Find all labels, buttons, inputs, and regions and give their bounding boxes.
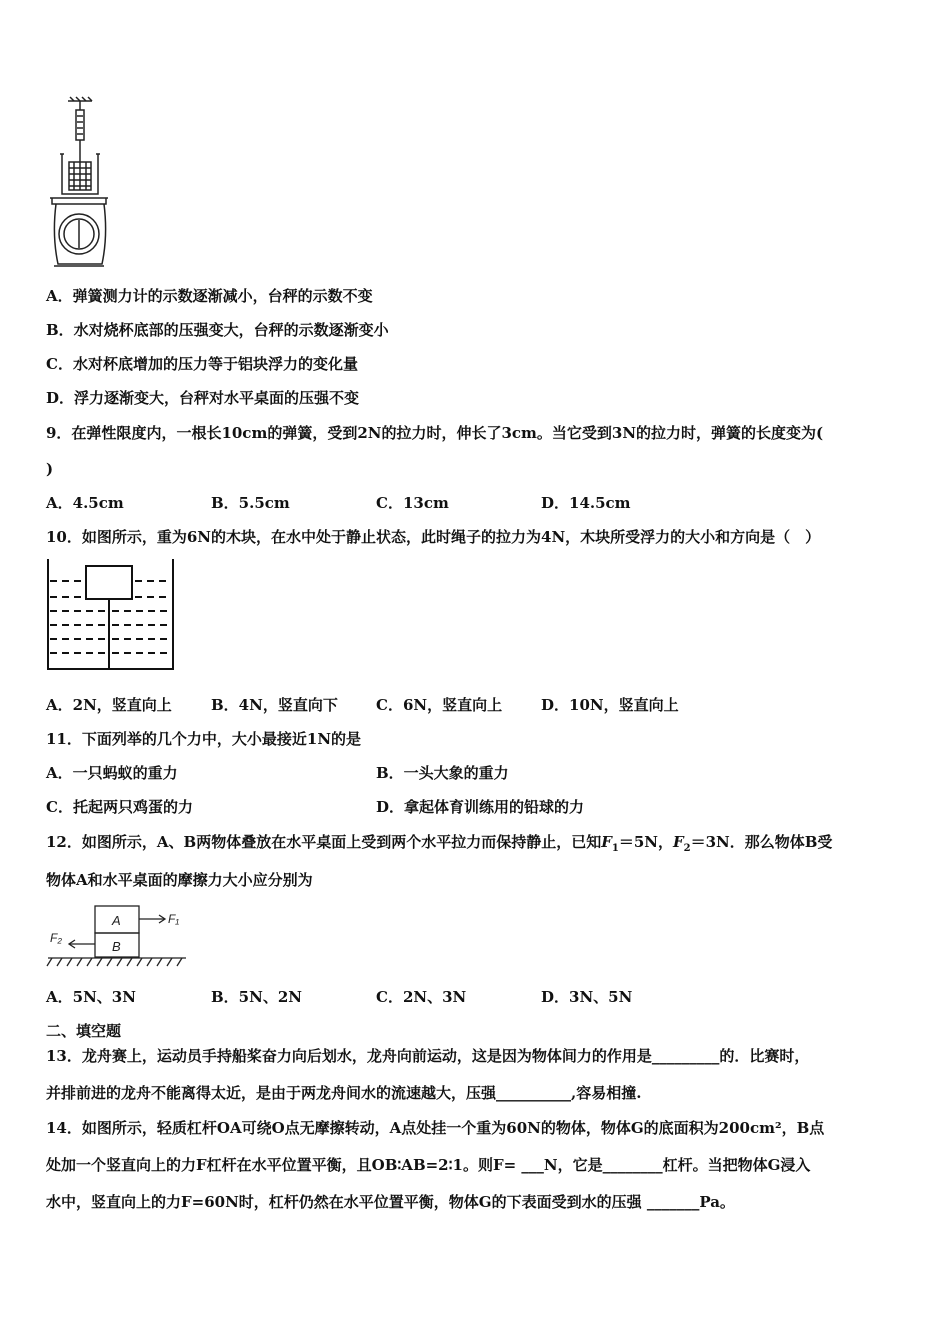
q8-option-a: A．弹簧测力计的示数逐渐减小，台秤的示数不变 [46,287,373,305]
section-heading: 二、填空题 [46,1022,122,1040]
q9-option-a: A．4.5cm [46,494,124,512]
q12-f2-symbol: F [672,833,684,851]
q10-option-d: D．10N，竖直向上 [541,696,679,714]
q12-f1-symbol: F [601,833,612,851]
q11-option-b: B．一头大象的重力 [376,764,509,782]
q12-option-b: B．5N、2N [211,988,302,1006]
q12-option-a: A．5N、3N [46,988,136,1006]
q8-figure [48,96,110,270]
q11-option-a: A．一只蚂蚁的重力 [46,764,178,782]
q13-line1: 13．龙舟赛上，运动员手持船桨奋力向后划水，龙舟向前运动，这是因为物体间力的作用是_________的．比赛时， [46,1047,810,1065]
q12-label-f2: F₂ [50,931,62,945]
q12-stem [46,832,832,859]
q12-label-a: A [112,913,121,928]
q8-option-c: C．水对杯底增加的压力等于铝块浮力的变化量 [46,355,358,373]
q12-stem-cont: 物体A和水平桌面的摩擦力大小应分别为 [46,871,313,889]
q12-option-c: C．2N、3N [376,988,467,1006]
q12-f2-value: ＝3N．那么物体B受 [690,833,833,851]
q10-option-a: A．2N，竖直向上 [46,696,172,714]
q11-option-d: D．拿起体育训练用的铅球的力 [376,798,585,816]
q14-line1: 14．如图所示，轻质杠杆OA可绕O点无摩擦转动，A点处挂一个重为60N的物体，物体G的底面积为200cm²，B点 [46,1119,825,1137]
q12-label-f1: F₁ [168,912,180,926]
q8-option-b: B．水对烧杯底部的压强变大，台秤的示数逐渐变小 [46,321,389,339]
q12-label-b: B [112,939,121,954]
q12-option-d: D．3N、5N [541,988,633,1006]
q10-option-b: B．4N，竖直向下 [211,696,338,714]
q9-option-c: C．13cm [376,494,449,512]
q10-figure [46,557,176,673]
q10-option-c: C．6N，竖直向上 [376,696,503,714]
q10-stem: 10．如图所示，重为6N的木块，在水中处于静止状态，此时绳子的拉力为4N，木块所受浮力的大小和方向是（ ） [46,528,821,546]
q9-option-b: B．5.5cm [211,494,290,512]
q14-line3: 水中，竖直向上的力F=60N时，杠杆仍然在水平位置平衡，物体G的下表面受到水的压强 _______Pa。 [46,1193,735,1211]
q12-f2-sub: 2 [683,843,691,854]
q14-line2: 处加一个竖直向上的力F杠杆在水平位置平衡，且OB∶AB=2∶1。则F= ___N，它是________杠杆。当把物体G浸入 [46,1156,811,1174]
q9-stem: 9．在弹性限度内，一根长10cm的弹簧，受到2N的拉力时，伸长了3cm。当它受到3N的拉力时，弹簧的长度变为( [46,424,824,442]
q12-f1-sub: 1 [611,843,619,854]
q12-stem-text: 12．如图所示，A、B两物体叠放在水平桌面上受到两个水平拉力而保持静止，已知 [46,833,602,851]
q12-f1-value: ＝5N， [618,833,673,851]
q12-figure [46,902,188,970]
q13-line2: 并排前进的龙舟不能离得太近，是由于两龙舟间水的流速越大，压强__________,容易相撞. [46,1084,642,1102]
q9-option-d: D．14.5cm [541,494,631,512]
q11-option-c: C．托起两只鸡蛋的力 [46,798,193,816]
q11-stem: 11．下面列举的几个力中，大小最接近1N的是 [46,730,362,748]
q8-option-d: D．浮力逐渐变大，台秤对水平桌面的压强不变 [46,389,360,407]
q9-stem-cont: ) [46,460,54,478]
